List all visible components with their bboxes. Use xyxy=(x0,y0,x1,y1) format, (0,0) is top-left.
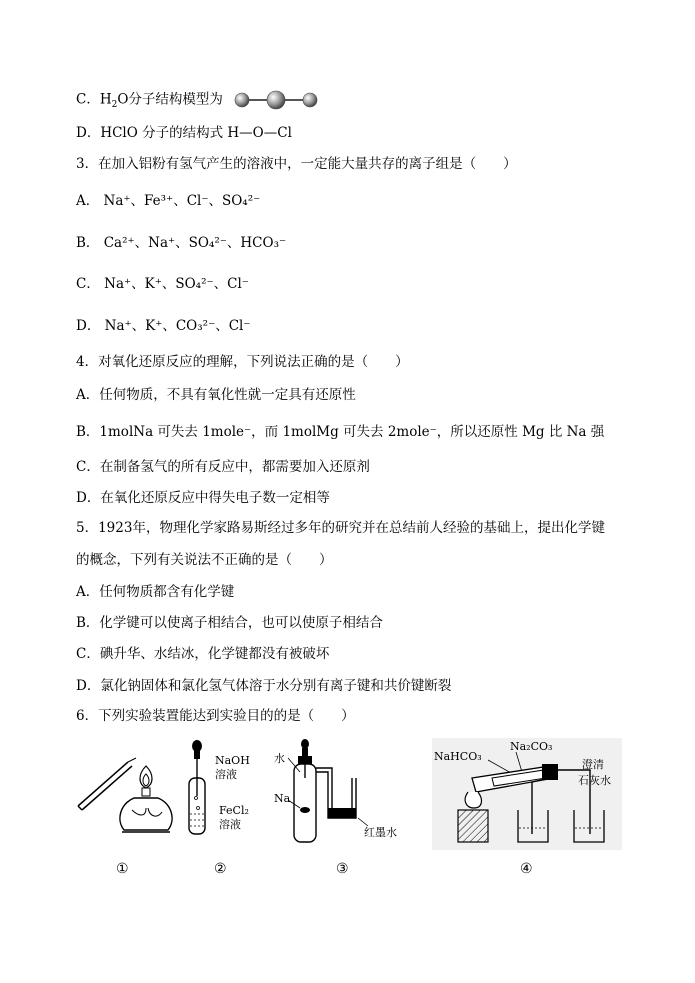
q3-option-d: D． Na⁺、K⁺、CO₃²⁻、Cl⁻ xyxy=(76,318,251,334)
nahco3-label: NaHCO₃ xyxy=(434,750,482,763)
q3-option-b: B． Ca²⁺、Na⁺、SO₄²⁻、HCO₃⁻ xyxy=(76,235,287,251)
figure-2-dropper-test-tube xyxy=(186,738,266,838)
figure-3-caption: ③ xyxy=(336,861,349,877)
limewater-label-2: 石灰水 xyxy=(578,774,611,787)
figure-4-caption: ④ xyxy=(520,861,533,877)
q5-stem-line1: 5．1923年，物理化学家路易斯经过多年的研究并在总结前人经验的基础上，提出化学键 xyxy=(76,520,605,536)
q3-option-a: A． Na⁺、Fe³⁺、Cl⁻、SO₄²⁻ xyxy=(76,193,261,209)
fecl2-solution-label: 溶液 xyxy=(219,818,241,831)
alcohol-lamp-icon xyxy=(76,738,176,838)
q5-option-a: A．任何物质都含有化学键 xyxy=(76,584,235,600)
naoh-label: NaOH xyxy=(215,754,250,767)
q4-option-a: A．任何物质，不具有氧化性就一定具有还原性 xyxy=(76,387,356,403)
q5-stem-line2: 的概念，下列有关说法不正确的是（ ） xyxy=(76,552,333,568)
h2o-model-icon xyxy=(233,89,319,111)
water-label: 水 xyxy=(274,752,285,765)
dropper-test-tube-icon xyxy=(186,738,266,838)
q5-option-b: B．化学键可以使离子相结合，也可以使原子相结合 xyxy=(76,615,383,631)
fecl2-label: FeCl₂ xyxy=(219,804,249,817)
figure-4-carbonate-heating xyxy=(432,738,622,850)
figure-2-caption: ② xyxy=(214,861,227,877)
sodium-label: Na xyxy=(274,792,291,805)
q4-option-b: B．1molNa 可失去 1mole⁻，而 1molMg 可失去 2mole⁻，所以还原性 Mg 比 Na 强 xyxy=(76,424,605,440)
q2-option-c: C．$H_2O$分子结构模型为 xyxy=(76,89,319,111)
q2-option-d: D．HClO 分子的结构式 H—O—Cl xyxy=(76,125,292,141)
figure-3-sodium-water xyxy=(272,738,412,848)
sodium-water-apparatus-icon xyxy=(272,738,412,848)
figure-1-alcohol-lamp xyxy=(76,738,176,838)
q5-option-d: D．氯化钠固体和氯化氢气体溶于水分别有离子键和共价键断裂 xyxy=(76,678,452,694)
red-ink-label: 红墨水 xyxy=(364,826,397,839)
q5-option-c: C．碘升华、水结冰，化学键都没有被破坏 xyxy=(76,646,330,662)
limewater-label-1: 澄清 xyxy=(582,758,604,771)
carbonate-heating-apparatus-icon xyxy=(432,738,622,850)
naoh-solution-label: 溶液 xyxy=(215,768,237,781)
q3-option-c: C． Na⁺、K⁺、SO₄²⁻、Cl⁻ xyxy=(76,276,249,292)
q4-option-c: C．在制备氢气的所有反应中，都需要加入还原剂 xyxy=(76,459,370,475)
q4-stem: 4．对氧化还原反应的理解，下列说法正确的是（ ） xyxy=(76,354,409,370)
figure-1-caption: ① xyxy=(116,861,129,877)
na2co3-label: Na₂CO₃ xyxy=(510,740,553,753)
q3-stem: 3．在加入铝粉有氢气产生的溶液中，一定能大量共存的离子组是（ ） xyxy=(76,156,517,172)
q4-option-d: D．在氧化还原反应中得失电子数一定相等 xyxy=(76,490,330,506)
q6-stem: 6．下列实验装置能达到实验目的的是（ ） xyxy=(76,708,355,724)
